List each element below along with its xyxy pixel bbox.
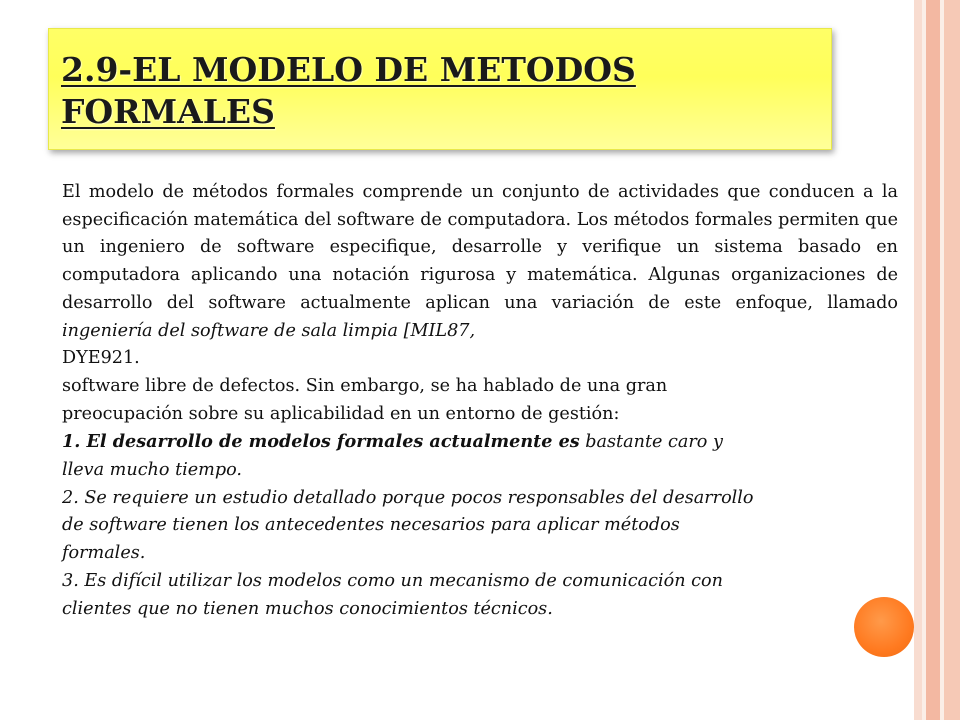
list-item-1 — [62, 428, 898, 457]
title-box — [48, 28, 832, 150]
intro-italic-text: ingeniería del software de sala limpia [MIL87, — [62, 320, 476, 341]
decorative-stripes — [914, 0, 960, 720]
list-item-1-cont: lleva mucho tiempo. — [62, 460, 243, 481]
software-line-1: software libre de defectos. Sin embargo, se ha hablado de una gran — [62, 375, 668, 396]
list-item-3-cont: clientes que no tienen muchos conocimientos técnicos. — [62, 598, 553, 619]
stripe — [914, 0, 922, 720]
intro-text: El modelo de métodos formales comprende un conjunto de actividades que conducen a la especificación matemática del software de computadora. Los métodos formales permiten que un ingeniero de software especifique, desarrolle y verifique un sistema basado en computadora aplicando una notación rigurosa y matemática. Algunas organizaciones de desarrollo del software actualmente aplican una variación de este enfoque, llamado — [62, 182, 898, 313]
slide-body — [62, 179, 898, 623]
list-item-2-cont: de software tienen los antecedentes necesarios para aplicar métodos — [62, 515, 680, 536]
list-item-2-end: formales. — [62, 543, 146, 564]
stripe — [944, 0, 960, 720]
reference-line: DYE921. — [62, 348, 140, 369]
intro-paragraph — [62, 179, 898, 345]
slide-title — [61, 49, 781, 133]
list-item-3: 3. Es difícil utilizar los modelos como un mecanismo de comunicación con — [62, 570, 723, 591]
item-1-rest: bastante caro y — [579, 432, 723, 453]
list-item-2: 2. Se requiere un estudio detallado porque pocos responsables del desarrollo — [62, 487, 754, 508]
software-line-2: preocupación sobre su aplicabilidad en un entorno de gestión: — [62, 403, 620, 424]
stripe — [926, 0, 940, 720]
title-line-2: FORMALES — [61, 92, 275, 131]
decorative-circle — [854, 597, 914, 657]
title-line-1: 2.9-EL MODELO DE METODOS — [61, 50, 636, 89]
item-1-bold: 1. El desarrollo de modelos formales actualmente es — [62, 431, 580, 453]
